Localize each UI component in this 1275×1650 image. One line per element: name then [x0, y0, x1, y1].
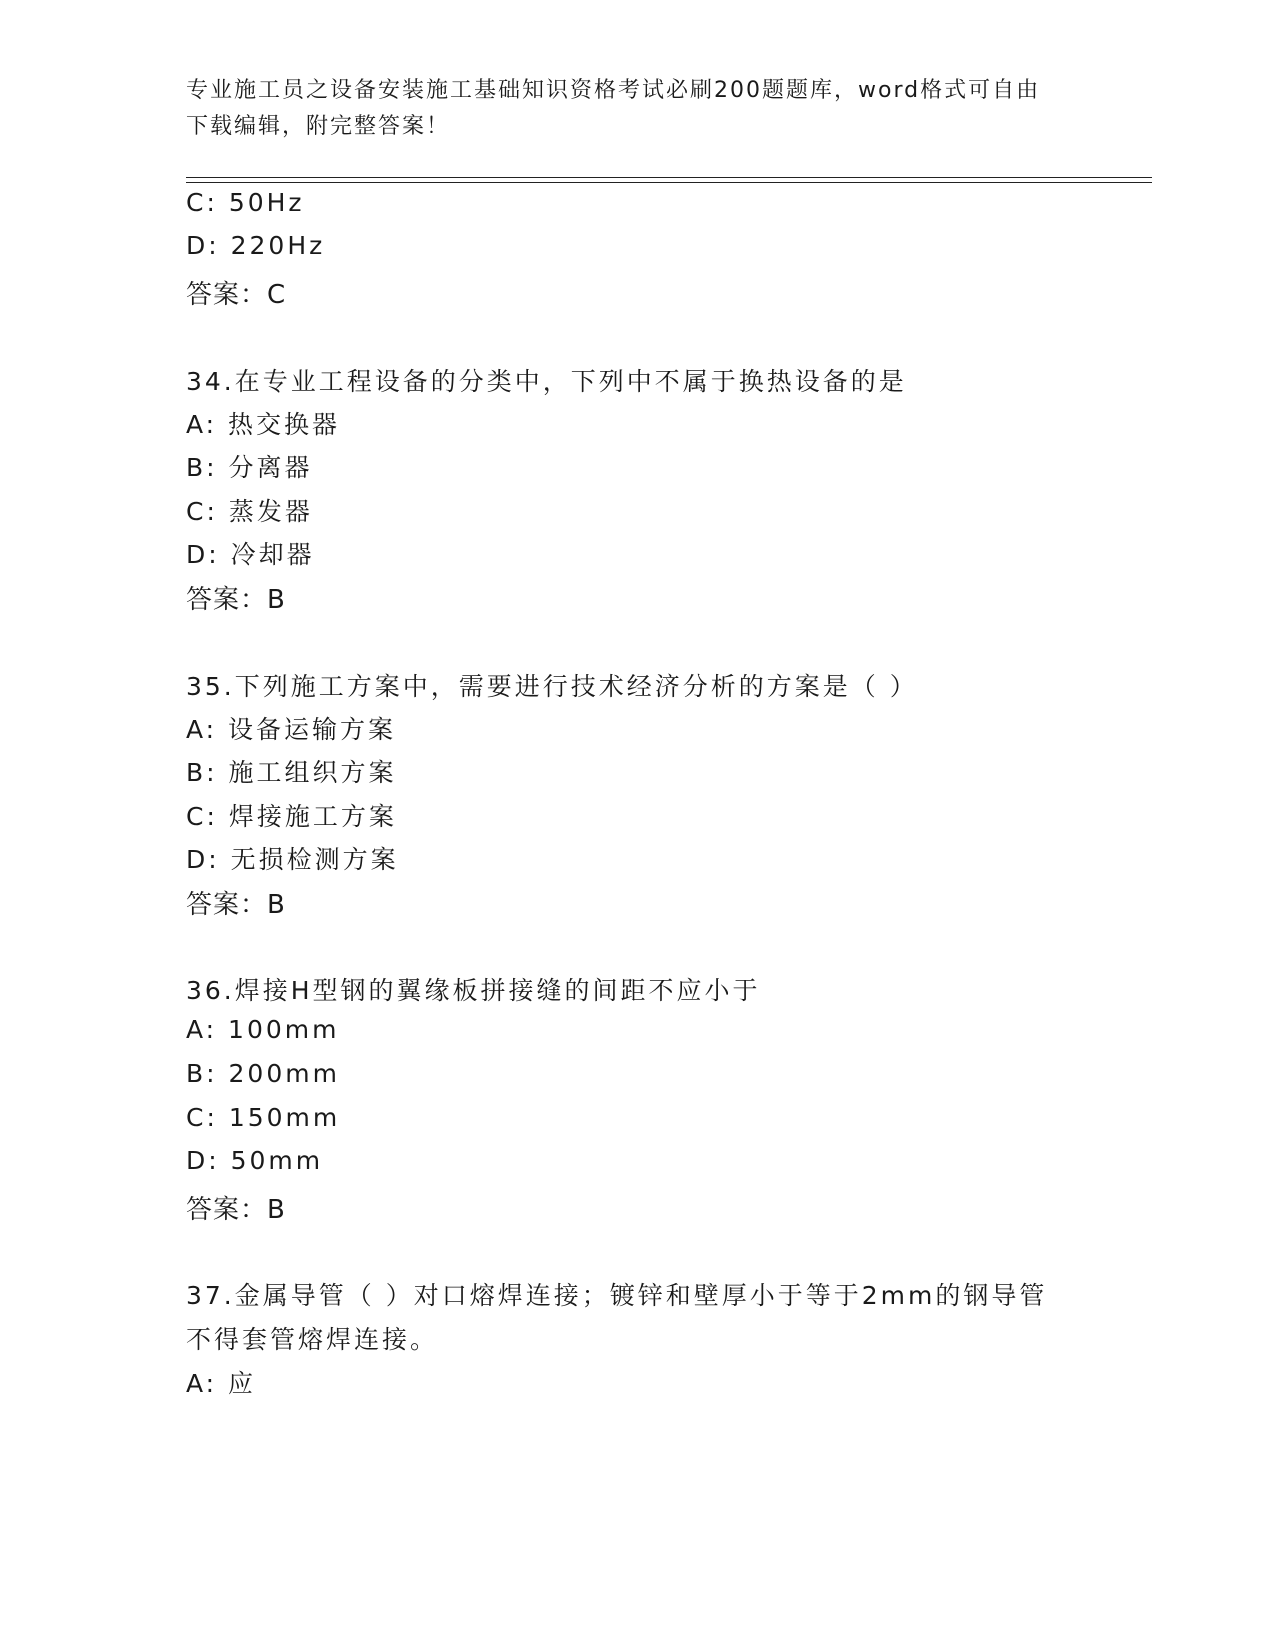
q36-answer: 答案：B — [186, 1195, 286, 1225]
header-divider-top — [186, 177, 1152, 178]
q33-option-d: D: 220Hz — [186, 231, 326, 260]
q33-option-c: C: 50Hz — [186, 188, 305, 217]
header-line-1: 专业施工员之设备安装施工基础知识资格考试必刷200题题库，word格式可自由 — [186, 78, 1041, 103]
q37-question-line-1: 37.金属导管（ ）对口熔焊连接；镀锌和壁厚小于等于2mm的钢导管 — [186, 1281, 1048, 1310]
q36-option-c: C: 150mm — [186, 1103, 341, 1132]
q36-option-a: A: 100mm — [186, 1015, 340, 1044]
q35-option-b: B: 施工组织方案 — [186, 758, 397, 787]
q37-question-line-2: 不得套管熔焊连接。 — [186, 1325, 439, 1354]
header-line-2: 下载编辑，附完整答案！ — [186, 114, 451, 139]
q35-option-a: A: 设备运输方案 — [186, 715, 397, 744]
header-divider-bottom — [186, 182, 1152, 183]
q34-option-a: A: 热交换器 — [186, 410, 341, 439]
q36-option-b: B: 200mm — [186, 1059, 340, 1088]
q36-question: 36.焊接H型钢的翼缘板拼接缝的间距不应小于 — [186, 976, 761, 1005]
q35-option-d: D: 无损检测方案 — [186, 845, 399, 874]
q34-option-b: B: 分离器 — [186, 453, 313, 482]
q35-question: 35.下列施工方案中，需要进行技术经济分析的方案是（ ） — [186, 672, 918, 701]
q34-option-d: D: 冷却器 — [186, 540, 315, 569]
q37-option-a: A: 应 — [186, 1369, 257, 1398]
document-header — [186, 73, 1066, 145]
q35-option-c: C: 焊接施工方案 — [186, 802, 397, 831]
q35-answer: 答案：B — [186, 890, 286, 920]
q33-answer: 答案：C — [186, 280, 287, 310]
q34-question: 34.在专业工程设备的分类中，下列中不属于换热设备的是 — [186, 367, 907, 396]
q36-option-d: D: 50mm — [186, 1146, 324, 1175]
q34-option-c: C: 蒸发器 — [186, 497, 313, 526]
q34-answer: 答案：B — [186, 585, 286, 615]
